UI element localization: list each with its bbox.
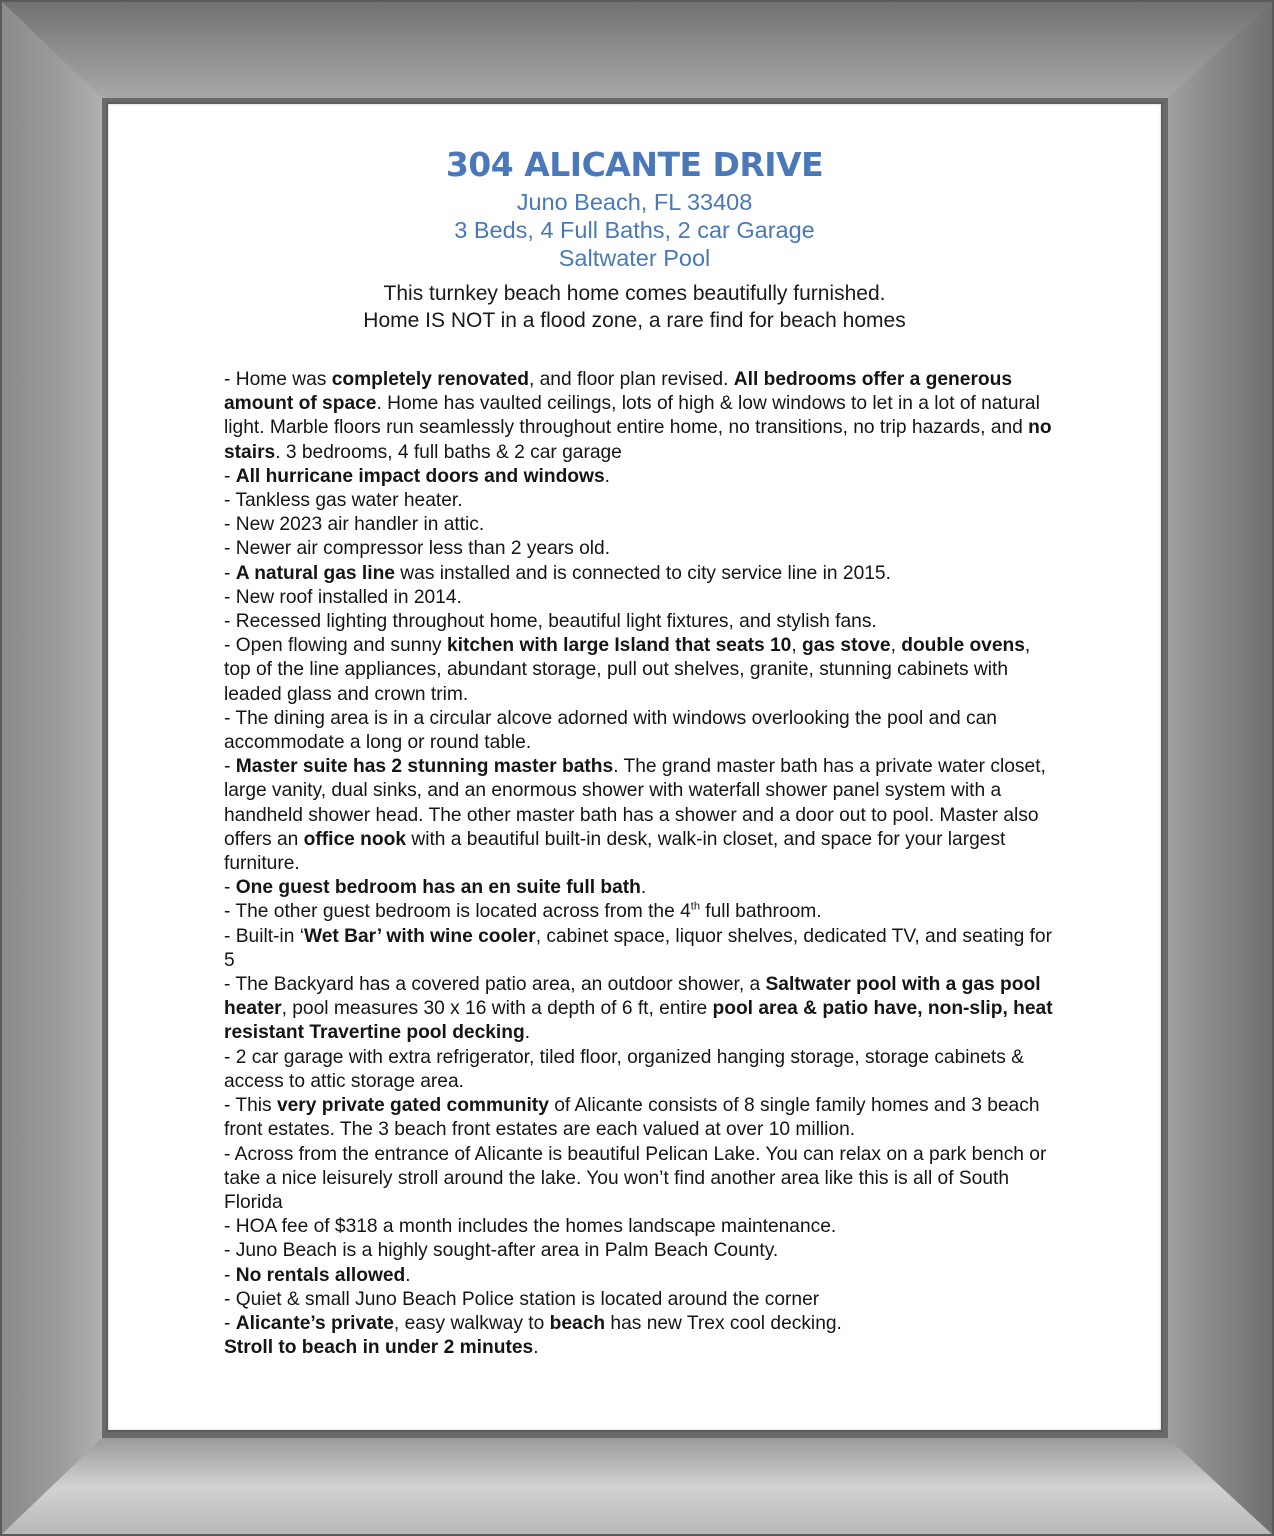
feature-text: . [533, 1337, 539, 1359]
feature-text: - Recessed lighting throughout home, beautiful light fixtures, and stylish fans. [224, 611, 877, 633]
feature-text: - New roof installed in 2014. [224, 586, 462, 608]
feature-text: . [640, 877, 647, 899]
page-title: 304 ALICANTE DRIVE [445, 145, 824, 184]
feature-text: - Built-in ‘ [224, 925, 304, 947]
feature-item [224, 1312, 1054, 1336]
specs-line: 3 Beds, 4 Full Baths, 2 car Garage [454, 217, 815, 243]
feature-text: - The Backyard has a covered patio area, an outdoor shower, a [224, 974, 766, 996]
feature-text: - [224, 1312, 236, 1334]
feature-text-bold: office nook [303, 828, 406, 850]
feature-item [224, 1264, 1054, 1288]
feature-text: - Home was [224, 369, 332, 390]
feature-text-bold: All bedrooms offer a generous amount of space [224, 369, 1013, 415]
header [108, 142, 1161, 334]
feature-text: , [791, 635, 803, 657]
feature-item [224, 1143, 1054, 1216]
feature-item [224, 973, 1054, 1046]
feature-text: , easy walkway to [393, 1312, 550, 1334]
feature-text-bold: A natural gas line [235, 562, 395, 584]
feature-text: - [224, 562, 236, 584]
intro-line-1: This turnkey beach home comes beautifully furnished. [383, 282, 886, 305]
feature-text: , and floor plan revised. [528, 369, 734, 390]
feature-item [224, 634, 1054, 707]
feature-text: - HOA fee of $318 a month includes the homes landscape maintenance. [224, 1216, 837, 1238]
feature-text: - New 2023 air handler in attic. [224, 514, 485, 536]
feature-item [224, 1239, 1054, 1263]
feature-item [224, 489, 1054, 513]
feature-item [224, 537, 1054, 561]
feature-text: was installed and is connected to city service line in 2015. [394, 562, 891, 584]
feature-text: - Juno Beach is a highly sought-after area in Palm Beach County. [224, 1240, 779, 1262]
feature-item [224, 707, 1054, 755]
feature-text-bold: very private gated community [276, 1095, 549, 1117]
feature-text-bold: One guest bedroom has an en suite full bath [235, 877, 641, 899]
feature-item [224, 1288, 1054, 1312]
feature-text: of Alicante consists of 8 single family homes and 3 beach front estates. The 3 beach front estates are each valued at over 10 million. [224, 1095, 1040, 1141]
feature-text-bold: Stroll to beach in under 2 minutes [224, 1337, 534, 1359]
feature-text: , pool measures 30 x 16 with a depth of 6 ft, entire [281, 998, 713, 1020]
feature-text: - Across from the entrance of Alicante is beautiful Pelican Lake. You can relax on a park bench or take a nice leisurely stroll around the lake. You won’t find another area like this is all of South Florida [224, 1143, 1047, 1213]
feature-text: has new Trex cool decking. [605, 1312, 842, 1334]
feature-text: . [604, 465, 610, 487]
feature-item [224, 876, 1054, 900]
location-line: Juno Beach, FL 33408 [516, 189, 753, 215]
feature-text: . Home has vaulted ceilings, lots of high & low windows to let in a lot of natural light. Marble floors run seamlessly throughout entire home, no transitions, no trip hazards, and [224, 393, 1040, 439]
feature-text-bold: completely renovated [331, 369, 529, 390]
feature-text: , [890, 635, 902, 657]
feature-item [224, 925, 1054, 973]
feature-text: - [224, 1264, 236, 1286]
feature-text: - Tankless gas water heater. [224, 490, 463, 512]
feature-text-bold: no stairs [224, 417, 1052, 463]
feature-item [224, 1046, 1054, 1094]
feature-item [224, 1094, 1054, 1142]
feature-text: - The other guest bedroom is located across from the 4 [224, 901, 691, 923]
feature-text-bold: Saltwater pool with a gas pool heater [224, 974, 1041, 1020]
feature-text-bold: Master suite has 2 stunning master baths [235, 756, 614, 778]
pool-line: Saltwater Pool [558, 245, 711, 271]
feature-text-bold: No rentals allowed [235, 1264, 406, 1286]
feature-list [224, 368, 1054, 1360]
feature-item [224, 900, 1054, 924]
feature-text: , top of the line appliances, abundant storage, pull out shelves, granite, stunning cabinets with leaded glass and crown trim. [224, 635, 1031, 705]
feature-text: - 2 car garage with extra refrigerator, tiled floor, organized hanging storage, storage cabinets & access to attic storage area. [224, 1046, 1024, 1092]
feature-text: , cabinet space, liquor shelves, dedicated TV, and seating for 5 [224, 925, 1052, 971]
feature-item [224, 562, 1054, 586]
feature-text: full bathroom. [699, 901, 822, 923]
feature-item [224, 755, 1054, 876]
feature-item [224, 513, 1054, 537]
feature-text-bold: Alicante’s private [235, 1312, 394, 1334]
feature-text: - Quiet & small Juno Beach Police station is located around the corner [224, 1288, 820, 1310]
feature-item [224, 586, 1054, 610]
feature-text: - [224, 756, 236, 778]
feature-text: - Open flowing and sunny [224, 635, 447, 657]
feature-text: . [524, 1022, 531, 1044]
feature-text: - [224, 465, 236, 487]
feature-text: . The grand master bath has a private water closet, large vanity, dual sinks, and an enormous shower with waterfall shower panel system with a handheld shower head. The other master bath has a shower and a door out to pool. Master also offers an [224, 756, 1046, 850]
document-page [108, 104, 1161, 1430]
feature-text-bold: All hurricane impact doors and windows [235, 465, 605, 487]
feature-text: - The dining area is in a circular alcove adorned with windows overlooking the pool and can accommodate a long or round table. [224, 707, 997, 754]
feature-item [224, 368, 1054, 465]
feature-text: - This [224, 1095, 277, 1117]
feature-text: . 3 bedrooms, 4 full baths & 2 car garage [275, 441, 622, 463]
feature-text-bold: pool area & patio have, non-slip, heat resistant Travertine pool decking [224, 998, 1053, 1044]
feature-text: with a beautiful built-in desk, walk-in closet, and space for your largest furniture. [224, 828, 1006, 875]
feature-text-bold: beach [549, 1312, 606, 1334]
intro [108, 280, 1161, 334]
intro-line-2: Home IS NOT in a flood zone, a rare find for beach homes [363, 309, 906, 332]
feature-text-bold: gas stove [802, 635, 891, 657]
feature-text-bold: Wet Bar’ with wine cooler [303, 925, 536, 947]
feature-text: th [690, 901, 700, 914]
feature-text: . [405, 1264, 411, 1286]
feature-text: - Newer air compressor less than 2 years old. [224, 538, 611, 560]
feature-item [224, 465, 1054, 489]
feature-text-bold: double ovens [901, 635, 1025, 657]
feature-item [224, 610, 1054, 634]
feature-item [224, 1215, 1054, 1239]
feature-text: - [224, 877, 236, 899]
feature-item [224, 1336, 1054, 1360]
feature-text-bold: kitchen with large Island that seats 10 [446, 635, 792, 657]
